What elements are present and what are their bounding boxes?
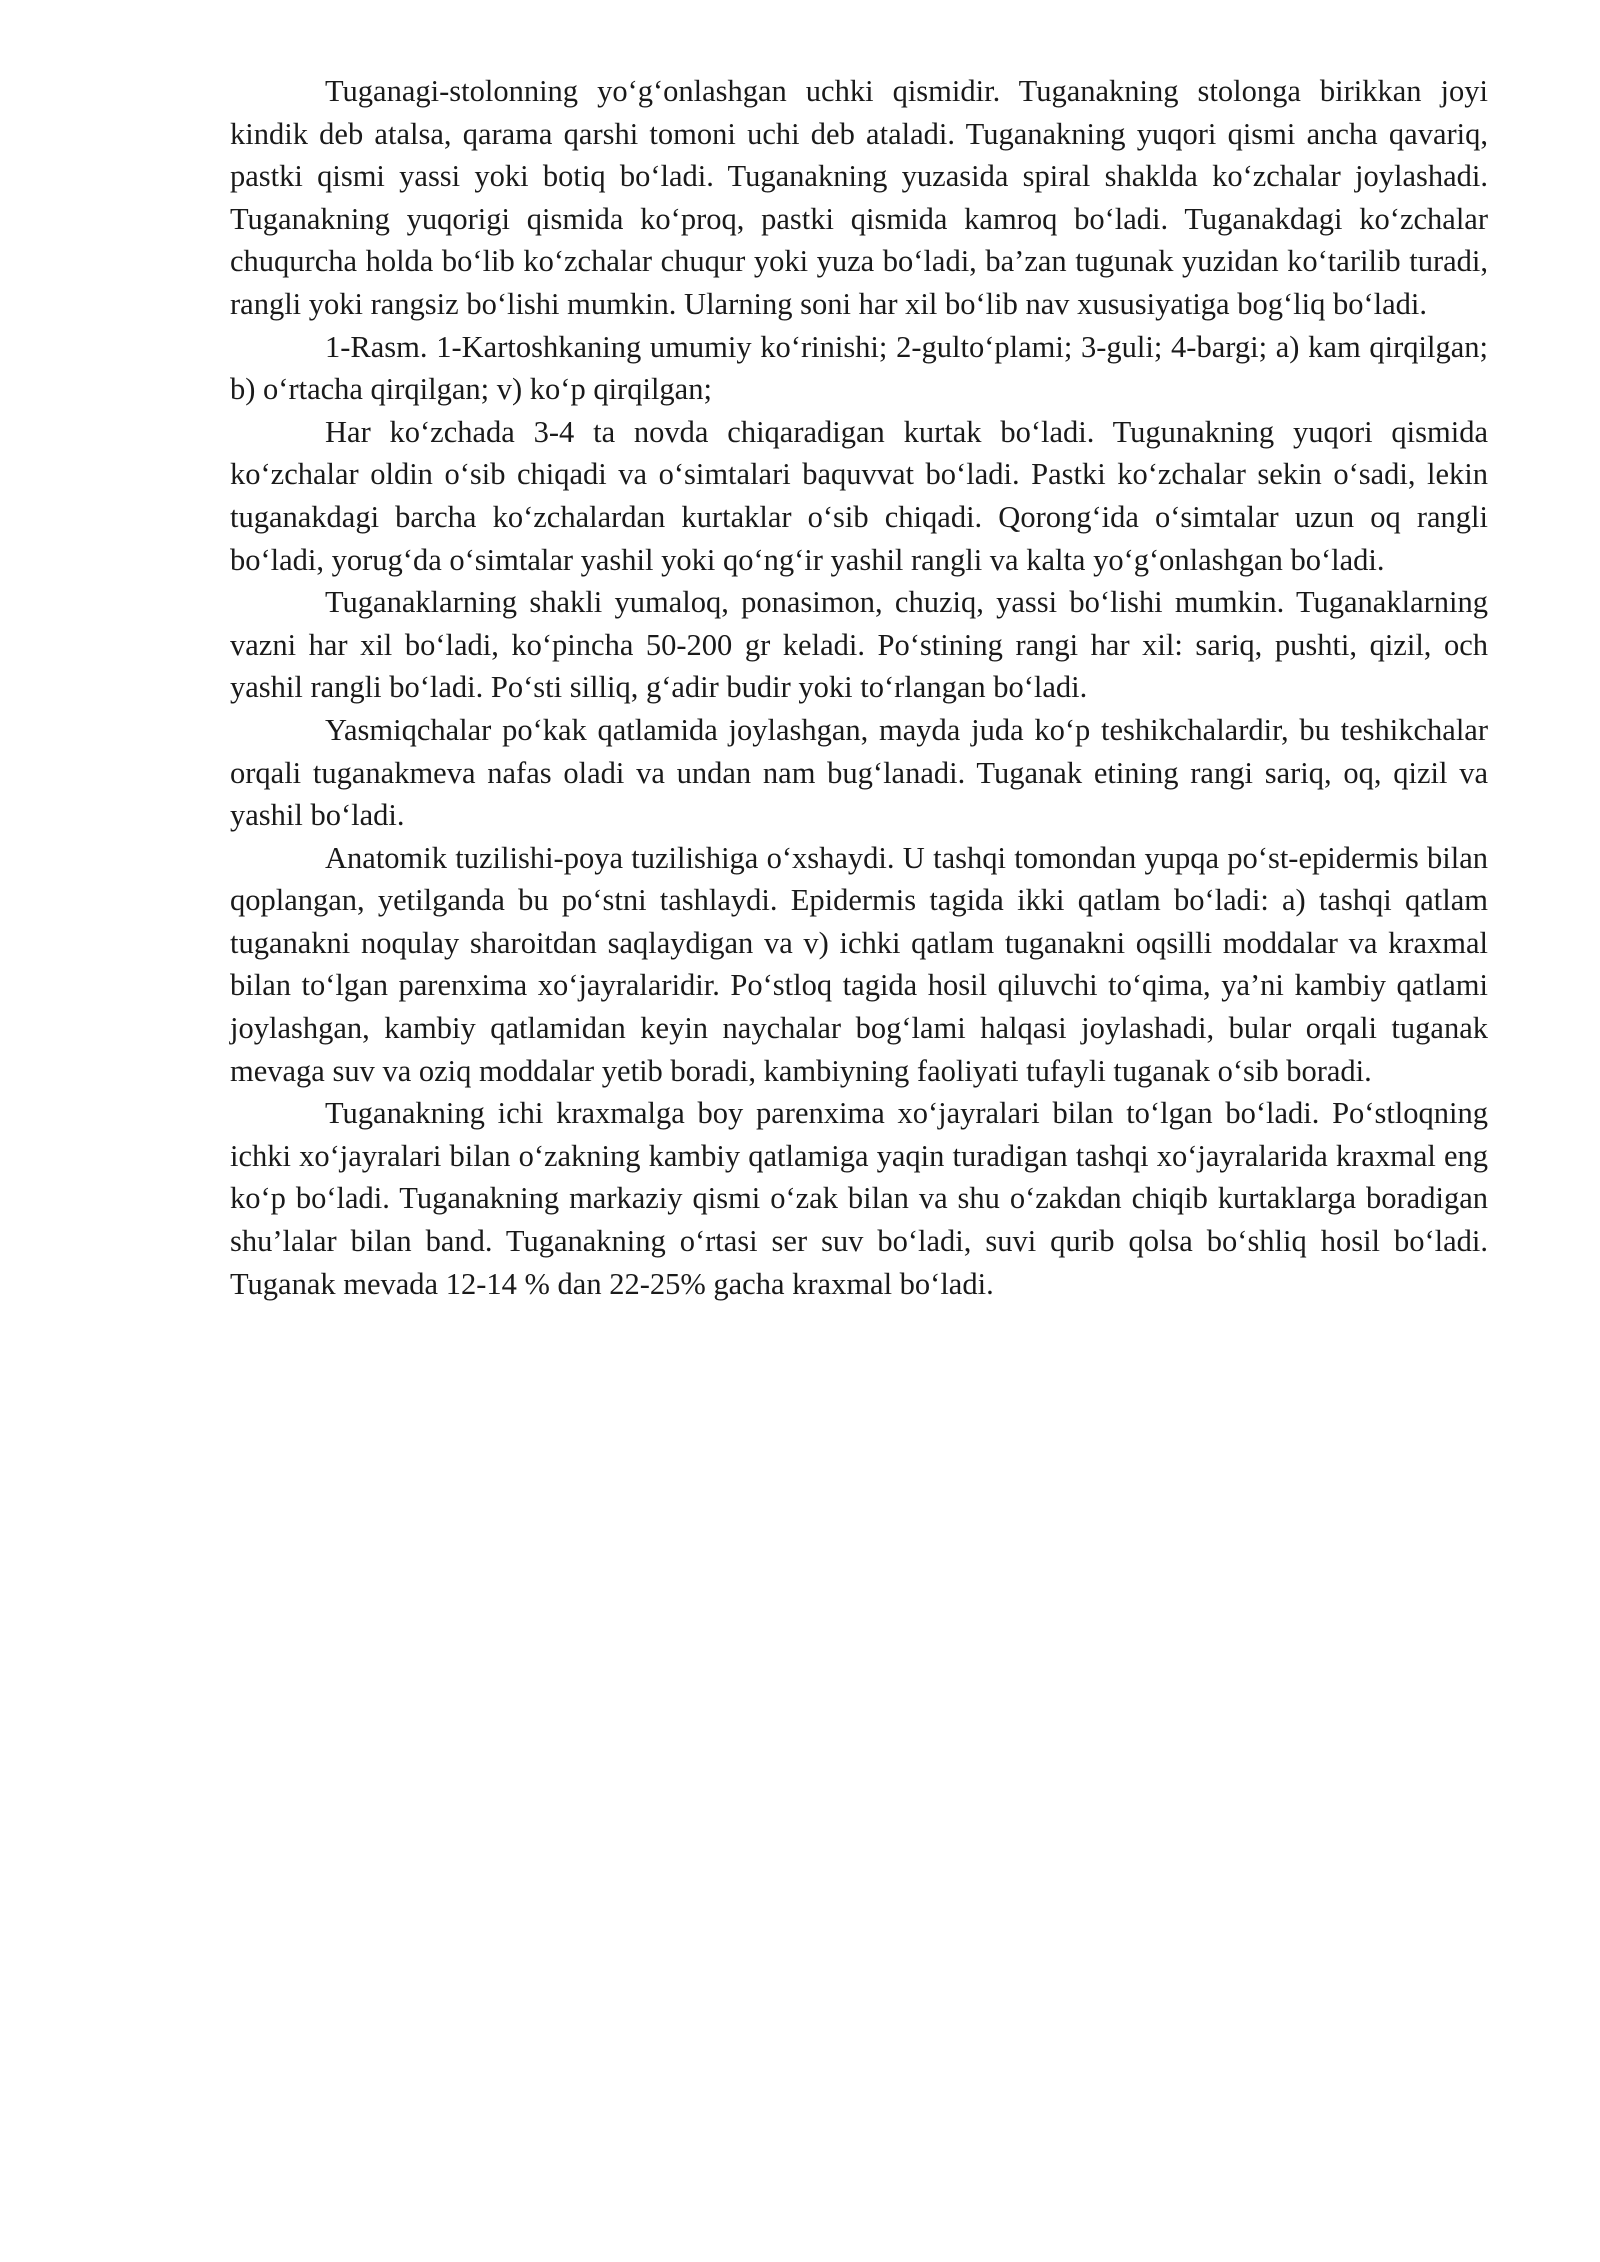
paragraph-starch: Tuganakning ichi kraxmalga boy parenxima xo‘jayralari bilan to‘lgan bo‘ladi. Po‘stloqning ichki xo‘jayralari bilan o‘zakning kambiy qatlamiga yaqin turadigan tashqi xo‘jayralarida kraxmal eng ko‘p bo‘ladi. Tuganakning markaziy qismi o‘zak bilan va shu o‘zakdan chiqib kurtaklarga boradigan shu’lalar bilan band. Tuganakning o‘rtasi ser suv bo‘ladi, suvi qurib qolsa bo‘shliq hosil bo‘ladi. Tuganak mevada 12-14 % dan 22-25% gacha kraxmal bo‘ladi. bbox=[230, 1096, 1488, 1301]
paragraph-buds: Har ko‘zchada 3-4 ta novda chiqaradigan kurtak bo‘ladi. Tugunakning yuqori qismida ko‘zchalar oldin o‘sib chiqadi va o‘simtalari baquvvat bo‘ladi. Pastki ko‘zchalar sekin o‘sadi, lekin tuganakdagi barcha ko‘zchalardan kurtaklar o‘sib chiqadi. Qorong‘ida o‘simtalar uzun oq rangli bo‘ladi, yorug‘da o‘simtalar yashil yoki qo‘ng‘ir yashil rangli va kalta yo‘g‘onlashgan bo‘ladi. bbox=[230, 414, 1488, 577]
paragraph-tuber-shape: Tuganaklarning shakli yumaloq, ponasimon, chuziq, yassi bo‘lishi mumkin. Tuganaklarning vazni har xil bo‘ladi, ko‘pincha 50-200 gr keladi. Po‘stining rangi har xil: sariq, pushti, qizil, och yashil rangli bo‘ladi. Po‘sti silliq, g‘adir budir yoki to‘rlangan bo‘ladi. bbox=[230, 585, 1488, 705]
paragraph-tuber-structure: Tuganagi-stolonning yo‘g‘onlashgan uchki qismidir. Tuganakning stolonga birikkan joyi kindik deb atalsa, qarama qarshi tomoni uchi deb ataladi. Tuganakning yuqori qismi ancha qavariq, pastki qismi yassi yoki botiq bo‘ladi. Tuganakning yuzasida spiral shaklda ko‘zchalar joylashadi. Tuganakning yuqorigi qismida ko‘proq, pastki qismida kamroq bo‘ladi. Tuganakdagi ko‘zchalar chuqurcha holda bo‘lib ko‘zchalar chuqur yoki yuza bo‘ladi, ba’zan tugunak yuzidan ko‘tarilib turadi, rangli yoki rangsiz bo‘lishi mumkin. Ularning soni har xil bo‘lib nav xususiyatiga bog‘liq bo‘ladi. bbox=[230, 74, 1488, 321]
paragraph-anatomy: Anatomik tuzilishi-poya tuzilishiga o‘xshaydi. U tashqi tomondan yupqa po‘st-epidermis bilan qoplangan, yetilganda bu po‘stni tashlaydi. Epidermis tagida ikki qatlam bo‘ladi: a) tashqi qatlam tuganakni noqulay sharoitdan saqlaydigan va v) ichki qatlam tuganakni oqsilli moddalar va kraxmal bilan to‘lgan parenxima xo‘jayralaridir. Po‘stloq tagida hosil qiluvchi to‘qima, ya’ni kambiy qatlami joylashgan, kambiy qatlamidan keyin naychalar bog‘lami halqasi joylashadi, bular orqali tuganak mevaga suv va oziq moddalar yetib boradi, kambiyning faoliyati tufayli tuganak o‘sib boradi. bbox=[230, 840, 1488, 1088]
document-page bbox=[230, 70, 1488, 1305]
paragraph-lenticels: Yasmiqchalar po‘kak qatlamida joylashgan, mayda juda ko‘p teshikchalardir, bu teshikchalar orqali tuganakmeva nafas oladi va undan nam bug‘lanadi. Tuganak etining rangi sariq, oq, qizil va yashil bo‘ladi. bbox=[230, 712, 1488, 833]
figure-caption: 1-Rasm. 1-Kartoshkaning umumiy ko‘rinishi; 2-gulto‘plami; 3-guli; 4-bargi; a) kam qirqilgan; b) o‘rtacha qirqilgan; v) ko‘p qirqilgan; bbox=[230, 329, 1488, 407]
